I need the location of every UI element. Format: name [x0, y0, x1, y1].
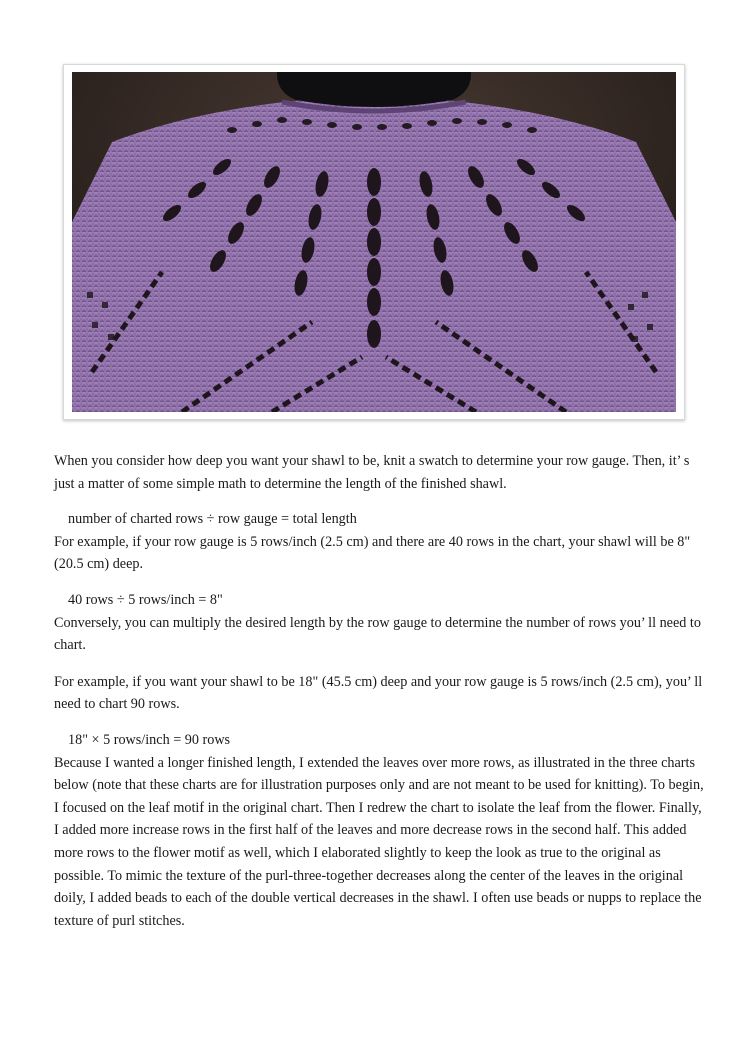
paragraph-row-gauge-intro: When you consider how deep you want your shawl to be, knit a swatch to determine your row gauge. Then, it’ s just a matter of some simple math to determine the length of the finished shawl.	[54, 453, 690, 492]
shawl-illustration	[72, 72, 676, 412]
formula-example-rows: 18" × 5 rows/inch = 90 rows	[68, 731, 231, 748]
paragraph-example-rows: For example, if you want your shawl to be 18" (45.5 cm) deep and your row gauge is 5 rows/inch (2.5 cm), you’ ll need to chart 90 rows.	[54, 673, 703, 713]
formula-total-length: number of charted rows ÷ row gauge = total length	[68, 511, 357, 528]
paragraph-example-depth: For example, if your row gauge is 5 rows/inch (2.5 cm) and there are 40 rows in the chart, your shawl will be 8" (20.5 cm) deep.	[54, 533, 691, 573]
shawl-photo	[72, 72, 676, 412]
article-body	[54, 450, 704, 932]
paragraph-extended-leaves: Because I wanted a longer finished length, I extended the leaves over more rows, as illustrated in the three charts below (note that these charts are for illustration purposes only and are not meant to be used for knitting). To begin, I focused on the leaf motif in the original chart. Then I redrew the chart to isolate the leaf from the flower. Finally, I added more increase rows in the first half of the leaves and more decrease rows in the second half. This added more rows to the flower motif as well, which I elaborated slightly to keep the look as true to the original as possible. To mimic the texture of the purl-three-together decreases along the center of the leaves in the original doily, I added beads to each of the double vertical decreases in the shawl. I often use beads or nupps to replace the texture of purl stitches.	[54, 754, 704, 929]
paragraph-conversely: Conversely, you can multiply the desired length by the row gauge to determine the number of rows you’ ll need to chart.	[54, 614, 701, 654]
photo-frame	[63, 64, 685, 420]
formula-example-depth: 40 rows ÷ 5 rows/inch = 8"	[68, 591, 223, 608]
